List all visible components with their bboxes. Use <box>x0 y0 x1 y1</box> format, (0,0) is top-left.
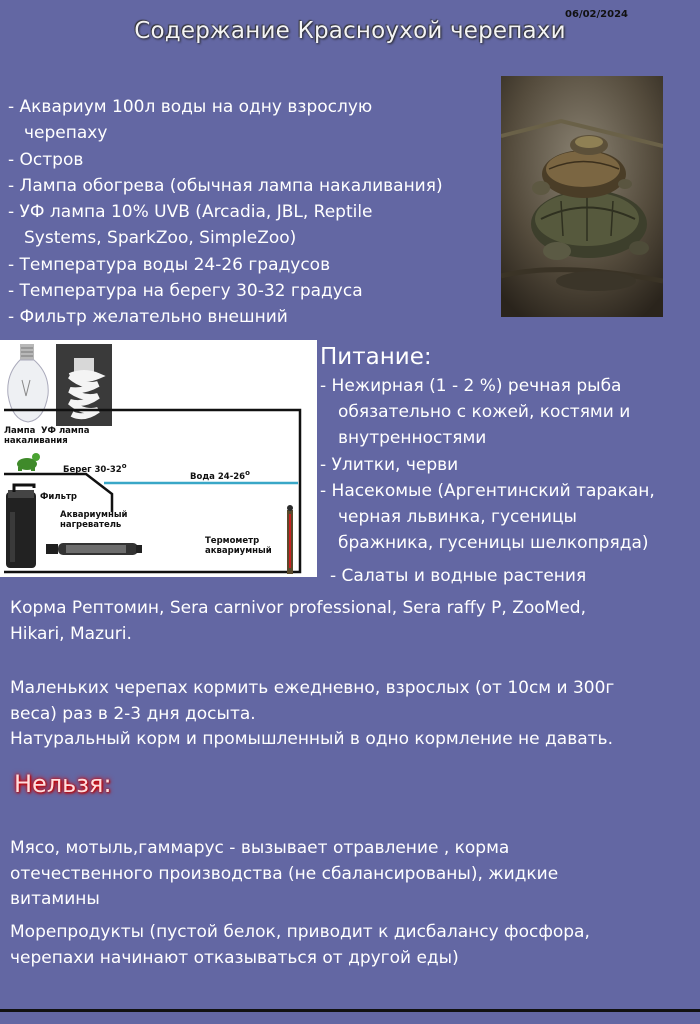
schedule-line: веса) раз в 2-3 дня досыта. <box>10 703 256 724</box>
forbidden-paragraph-1 <box>10 836 558 913</box>
food-fish-cont2: внутренностями <box>338 428 487 449</box>
food-salads: - Салаты и водные растения <box>330 566 587 586</box>
req-uv-lamp-cont: Systems, SparkZoo, SimpleZoo) <box>24 228 297 249</box>
feeds-paragraph <box>10 596 586 647</box>
forbidden-line: черепахи начинают отказываться от другой еды) <box>10 947 459 968</box>
forbidden-paragraph-2 <box>10 920 590 971</box>
nutrition-list <box>320 373 700 556</box>
thermometer-icon <box>287 505 293 574</box>
date-stamp: 06/02/2024 <box>565 9 628 20</box>
req-island: - Остров <box>8 149 84 170</box>
lamp-label: Лампа накаливания <box>4 426 68 446</box>
req-heat-lamp: - Лампа обогрева (обычная лампа накаливания) <box>8 175 443 196</box>
heater-icon <box>46 543 142 555</box>
thermometer-label: Термометр аквариумный <box>205 536 272 556</box>
req-uv-lamp: - УФ лампа 10% UVB (Arcadia, JBL, Reptile <box>8 202 373 223</box>
nutrition-section <box>320 343 700 556</box>
forbidden-line: Морепродукты (пустой белок, приводит к дисбалансу фосфора, <box>10 922 590 942</box>
filter-icon <box>6 485 36 568</box>
req-aquarium: - Аквариум 100л воды на одну взрослую <box>8 97 373 117</box>
requirements-list <box>8 94 503 331</box>
forbidden-line: витамины <box>10 889 100 909</box>
food-insects-cont1: черная львинка, гусеницы <box>338 507 577 528</box>
uv-lamp-icon <box>56 344 112 426</box>
schedule-paragraph <box>10 676 614 753</box>
nutrition-heading: Питание: <box>320 344 432 370</box>
turtles-photo <box>501 76 663 317</box>
water-label: Вода $24-26^о$ <box>190 469 250 482</box>
turtle-icon <box>17 453 40 471</box>
forbidden-line: Мясо, мотыль,гаммарус - вызывает отравление , корма <box>10 838 510 858</box>
bottom-border <box>0 1009 700 1024</box>
food-snails: - Улитки, черви <box>320 454 459 475</box>
food-fish: - Нежирная (1 - 2 %) речная рыба <box>320 376 622 396</box>
page-title: Содержание Красноухой черепахи <box>134 18 566 44</box>
req-shore-temp: - Температура на берегу 30-32 градуса <box>8 281 363 302</box>
food-insects: - Насекомые (Аргентинский таракан, <box>320 480 655 501</box>
uv-lamp-label: УФ лампа <box>41 426 90 436</box>
forbidden-line: отечественного производства (не сбалансированы), жидкие <box>10 863 559 884</box>
shore-label: Берег $30-32^о$ <box>63 462 127 475</box>
schedule-line: Маленьких черепах кормить ежедневно, взрослых (от 10см и 300г <box>10 678 615 698</box>
aquarium-diagram <box>0 340 317 577</box>
req-filter: - Фильтр желательно внешний <box>8 307 288 328</box>
food-insects-cont2: бражника, гусеницы шелкопряда) <box>338 533 649 554</box>
filter-label: Фильтр <box>40 492 77 502</box>
heater-label: Аквариумный нагреватель <box>60 510 128 530</box>
feeds-line: Hikari, Mazuri. <box>10 623 132 644</box>
req-aquarium-cont: черепаху <box>24 123 108 144</box>
food-fish-cont1: обязательно с кожей, костями и <box>338 402 631 423</box>
req-water-temp: - Температура воды 24-26 градусов <box>8 254 331 275</box>
schedule-line: Натуральный корм и промышленный в одно кормление не давать. <box>10 729 613 749</box>
feeds-line: Корма Рептомин, Sera carnivor professional, Sera raffy P, ZooMed, <box>10 598 586 618</box>
forbidden-heading: Нельзя: <box>14 770 112 798</box>
